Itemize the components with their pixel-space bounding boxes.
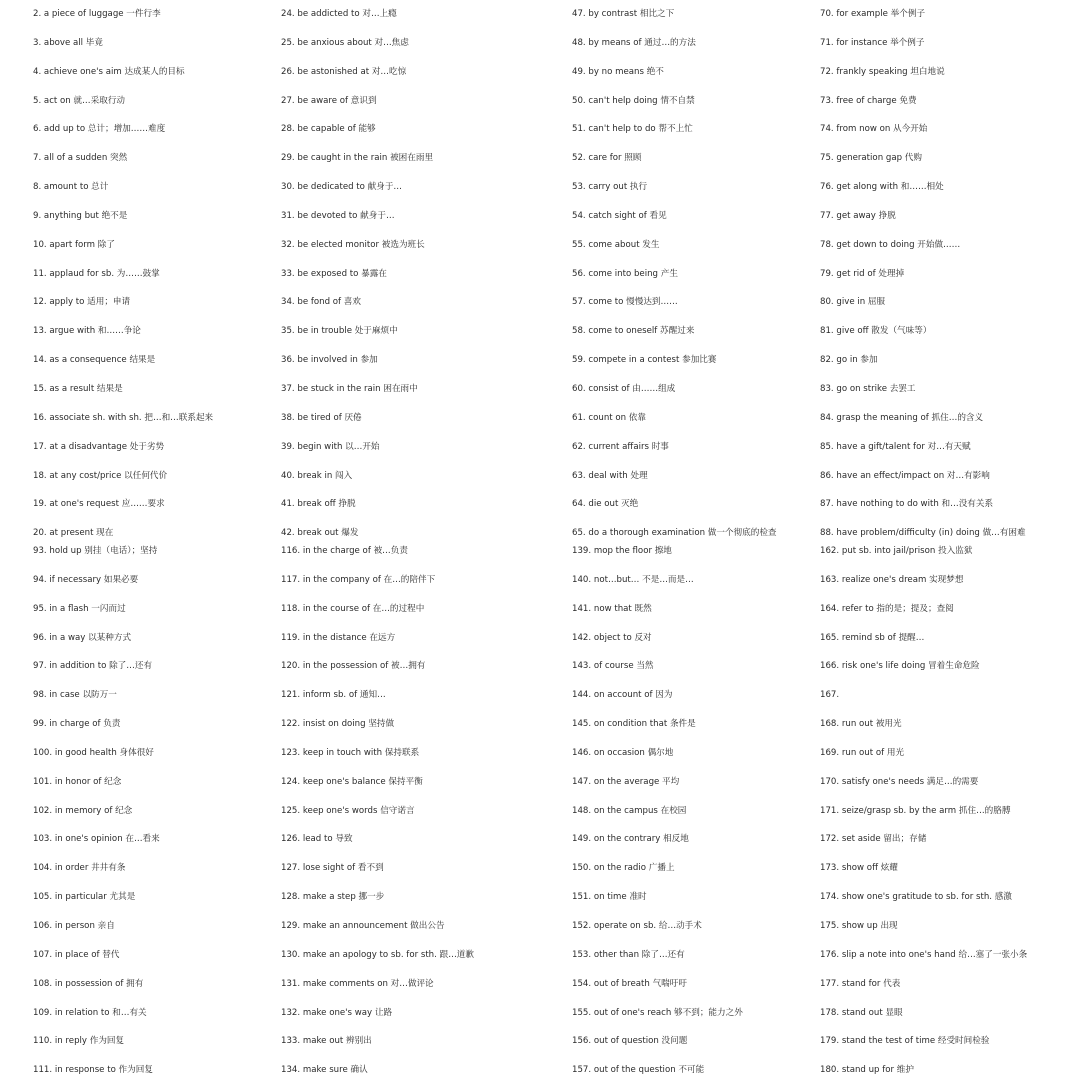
list-item: 177. stand for 代表 [820, 978, 901, 989]
list-item: 17. at a disadvantage 处于劣势 [33, 441, 165, 452]
list-item: 18. at any cost/price 以任何代价 [33, 470, 168, 481]
list-item: 163. realize one's dream 实现梦想 [820, 574, 964, 585]
list-item: 150. on the radio 广播上 [572, 863, 675, 874]
list-item: 131. make comments on 对…做评论 [281, 978, 434, 989]
list-item: 171. seize/grasp sb. by the arm 抓住…的胳膊 [820, 805, 1011, 816]
list-item: 82. go in 参加 [820, 355, 878, 366]
list-item: 35. be in trouble 处于麻烦中 [281, 326, 398, 337]
list-item: 151. on time 准时 [572, 892, 647, 903]
list-item: 26. be astonished at 对…吃惊 [281, 66, 407, 77]
list-item: 57. come to 慢慢达到…… [572, 297, 678, 308]
top-column-1 [33, 0, 273, 548]
list-item: 50. can't help doing 情不自禁 [572, 95, 695, 106]
list-item: 155. out of one's reach 够不到；能力之外 [572, 1007, 743, 1018]
list-item: 8. amount to 总计 [33, 182, 109, 193]
list-item: 93. hold up 别挂（电话）；坚持 [33, 546, 158, 556]
list-item: 60. consist of 由……组成 [572, 383, 676, 394]
list-item: 102. in memory of 纪念 [33, 805, 133, 816]
list-item: 55. come about 发生 [572, 239, 660, 250]
list-item: 4. achieve one's aim 达成某人的目标 [33, 66, 185, 77]
list-item: 37. be stuck in the rain 困在雨中 [281, 383, 418, 394]
list-item: 75. generation gap 代购 [820, 153, 922, 164]
list-item: 167. [820, 690, 840, 701]
list-item: 129. make an announcement 做出公告 [281, 920, 445, 931]
list-item: 81. give off 散发（气味等） [820, 326, 932, 337]
list-item: 76. get along with 和……相处 [820, 182, 944, 193]
top-column-3 [572, 0, 817, 548]
list-item: 156. out of question 没问题 [572, 1036, 688, 1047]
list-item: 10. apart form 除了 [33, 239, 115, 250]
list-item: 168. run out 被用光 [820, 719, 902, 730]
list-item: 64. die out 灭绝 [572, 499, 639, 510]
list-item: 7. all of a sudden 突然 [33, 153, 128, 164]
list-item: 117. in the company of 在…的陪伴下 [281, 574, 436, 585]
list-item: 169. run out of 用光 [820, 747, 905, 758]
list-item: 126. lead to 导致 [281, 834, 353, 845]
list-item: 139. mop the floor 擦地 [572, 546, 672, 556]
list-item: 180. stand up for 维护 [820, 1065, 914, 1076]
list-item: 153. other than 除了…还有 [572, 949, 685, 960]
list-item: 152. operate on sb. 给…动手术 [572, 920, 702, 931]
list-item: 100. in good health 身体很好 [33, 747, 154, 758]
list-item: 20. at present 现在 [33, 528, 114, 539]
list-item: 13. argue with 和……争论 [33, 326, 141, 337]
list-item: 154. out of breath 气喘吁吁 [572, 978, 687, 989]
list-item: 54. catch sight of 看见 [572, 210, 667, 221]
list-item: 130. make an apology to sb. for sth. 跟…道歉 [281, 949, 474, 960]
list-item: 134. make sure 确认 [281, 1065, 368, 1076]
list-item: 148. on the campus 在校园 [572, 805, 687, 816]
list-item: 78. get down to doing 开始做…… [820, 239, 961, 250]
list-item: 98. in case 以防万一 [33, 690, 117, 701]
bottom-column-1 [33, 537, 273, 1085]
list-item: 162. put sb. into jail/prison 投入监狱 [820, 546, 973, 556]
list-item: 173. show off 炫耀 [820, 863, 898, 874]
list-item: 172. set aside 留出；存储 [820, 834, 927, 845]
list-item: 176. slip a note into one's hand 给…塞了一张小条 [820, 949, 1028, 960]
top-column-2 [281, 0, 561, 548]
list-item: 27. be aware of 意识到 [281, 95, 377, 106]
list-item: 133. make out 辨别出 [281, 1036, 372, 1047]
list-item: 142. object to 反对 [572, 632, 652, 643]
list-item: 128. make a step 挪一步 [281, 892, 385, 903]
list-item: 119. in the distance 在远方 [281, 632, 396, 643]
list-item: 96. in a way 以某种方式 [33, 632, 132, 643]
list-item: 143. of course 当然 [572, 661, 654, 672]
list-item: 80. give in 屈服 [820, 297, 886, 308]
list-item: 166. risk one's life doing 冒着生命危险 [820, 661, 980, 672]
list-item: 165. remind sb of 提醒… [820, 632, 925, 643]
bottom-column-4 [820, 537, 1075, 1085]
list-item: 101. in honor of 纪念 [33, 776, 122, 787]
list-item: 87. have nothing to do with 和…没有关系 [820, 499, 994, 510]
list-item: 29. be caught in the rain 被困在雨里 [281, 153, 434, 164]
list-item: 118. in the course of 在…的过程中 [281, 603, 425, 614]
bottom-column-3 [572, 537, 817, 1085]
list-item: 103. in one's opinion 在…看来 [33, 834, 160, 845]
list-item: 12. apply to 适用；申请 [33, 297, 131, 308]
list-item: 164. refer to 指的是；提及；查阅 [820, 603, 954, 614]
list-item: 15. as a result 结果是 [33, 383, 123, 394]
list-item: 38. be tired of 厌倦 [281, 412, 362, 423]
list-item: 110. in reply 作为回复 [33, 1036, 125, 1047]
list-item: 58. come to oneself 苏醒过来 [572, 326, 695, 337]
list-item: 179. stand the test of time 经受时间检验 [820, 1036, 990, 1047]
list-item: 88. have problem/difficulty (in) doing 做…有困难 [820, 528, 1026, 539]
list-item: 121. inform sb. of 通知… [281, 690, 386, 701]
list-item: 170. satisfy one's needs 满足…的需要 [820, 776, 979, 787]
list-item: 83. go on strike 去罢工 [820, 383, 916, 394]
list-item: 85. have a gift/talent for 对…有天赋 [820, 441, 971, 452]
list-item: 11. applaud for sb. 为……鼓掌 [33, 268, 160, 279]
list-item: 6. add up to 总计；增加……难度 [33, 124, 166, 135]
list-item: 70. for example 举个例子 [820, 9, 926, 19]
list-item: 61. count on 依靠 [572, 412, 646, 423]
list-item: 140. not…but… 不是…而是… [572, 574, 694, 585]
list-item: 111. in response to 作为回复 [33, 1065, 153, 1076]
list-item: 95. in a flash 一闪而过 [33, 603, 126, 614]
list-item: 127. lose sight of 看不到 [281, 863, 384, 874]
list-item: 147. on the average 平均 [572, 776, 680, 787]
list-item: 31. be devoted to 献身于… [281, 210, 395, 221]
list-item: 79. get rid of 处理掉 [820, 268, 905, 279]
list-item: 3. above all 毕竟 [33, 37, 103, 48]
list-item: 25. be anxious about 对…焦虑 [281, 37, 409, 48]
list-item: 59. compete in a contest 参加比赛 [572, 355, 717, 366]
list-item: 36. be involved in 参加 [281, 355, 378, 366]
list-item: 74. from now on 从今开始 [820, 124, 928, 135]
list-item: 51. can't help to do 帮不上忙 [572, 124, 693, 135]
list-item: 149. on the contrary 相反地 [572, 834, 689, 845]
list-item: 42. break out 爆发 [281, 528, 359, 539]
list-item: 62. current affairs 时事 [572, 441, 669, 452]
list-item: 63. deal with 处理 [572, 470, 648, 481]
list-item: 145. on condition that 条件是 [572, 719, 696, 730]
list-item: 72. frankly speaking 坦白地说 [820, 66, 945, 77]
top-column-4 [820, 0, 1075, 548]
list-item: 39. begin with 以…开始 [281, 441, 380, 452]
list-item: 175. show up 出现 [820, 920, 898, 931]
list-item: 56. come into being 产生 [572, 268, 678, 279]
list-item: 97. in addition to 除了…还有 [33, 661, 153, 672]
list-item: 48. by means of 通过…的方法 [572, 37, 696, 48]
list-item: 16. associate sh. with sh. 把…和…联系起来 [33, 412, 214, 423]
list-item: 73. free of charge 免费 [820, 95, 917, 106]
list-item: 32. be elected monitor 被选为班长 [281, 239, 425, 250]
list-item: 49. by no means 绝不 [572, 66, 664, 77]
list-item: 106. in person 亲自 [33, 920, 115, 931]
list-item: 40. break in 闯入 [281, 470, 353, 481]
list-item: 99. in charge of 负责 [33, 719, 121, 730]
list-item: 77. get away 挣脱 [820, 210, 896, 221]
list-item: 132. make one's way 让路 [281, 1007, 393, 1018]
list-item: 34. be fond of 喜欢 [281, 297, 361, 308]
list-item: 124. keep one's balance 保持平衡 [281, 776, 423, 787]
list-item: 52. care for 照顾 [572, 153, 642, 164]
list-item: 123. keep in touch with 保持联系 [281, 747, 420, 758]
list-item: 125. keep one's words 信守诺言 [281, 805, 415, 816]
list-item: 2. a piece of luggage 一件行李 [33, 9, 161, 19]
list-item: 141. now that 既然 [572, 603, 652, 614]
list-item: 122. insist on doing 坚持做 [281, 719, 395, 730]
list-item: 9. anything but 绝不是 [33, 210, 128, 221]
list-item: 84. grasp the meaning of 抓住…的含义 [820, 412, 984, 423]
list-item: 146. on occasion 偶尔地 [572, 747, 674, 758]
list-item: 28. be capable of 能够 [281, 124, 376, 135]
list-item: 5. act on 就…采取行动 [33, 95, 126, 106]
bottom-column-2 [281, 537, 566, 1085]
list-item: 24. be addicted to 对…上瘾 [281, 9, 397, 19]
list-item: 53. carry out 执行 [572, 182, 648, 193]
list-item: 14. as a consequence 结果是 [33, 355, 156, 366]
list-item: 105. in particular 尤其是 [33, 892, 136, 903]
list-item: 47. by contrast 相比之下 [572, 9, 675, 19]
list-item: 71. for instance 举个例子 [820, 37, 925, 48]
list-item: 30. be dedicated to 献身于… [281, 182, 403, 193]
list-item: 104. in order 井井有条 [33, 863, 126, 874]
list-item: 144. on account of 因为 [572, 690, 673, 701]
list-item: 41. break off 挣脱 [281, 499, 356, 510]
list-item: 116. in the charge of 被…负责 [281, 546, 408, 556]
list-item: 108. in possession of 拥有 [33, 978, 144, 989]
list-item: 178. stand out 显眼 [820, 1007, 903, 1018]
list-item: 19. at one's request 应……要求 [33, 499, 165, 510]
list-item: 174. show one's gratitude to sb. for sth. 感激 [820, 892, 1012, 903]
list-item: 94. if necessary 如果必要 [33, 574, 139, 585]
list-item: 120. in the possession of 被…拥有 [281, 661, 426, 672]
list-item: 65. do a thorough examination 做一个彻底的检查 [572, 528, 777, 539]
list-item: 107. in place of 替代 [33, 949, 120, 960]
list-item: 157. out of the question 不可能 [572, 1065, 705, 1076]
list-item: 33. be exposed to 暴露在 [281, 268, 387, 279]
list-item: 86. have an effect/impact on 对…有影响 [820, 470, 990, 481]
list-item: 109. in relation to 和…有关 [33, 1007, 147, 1018]
